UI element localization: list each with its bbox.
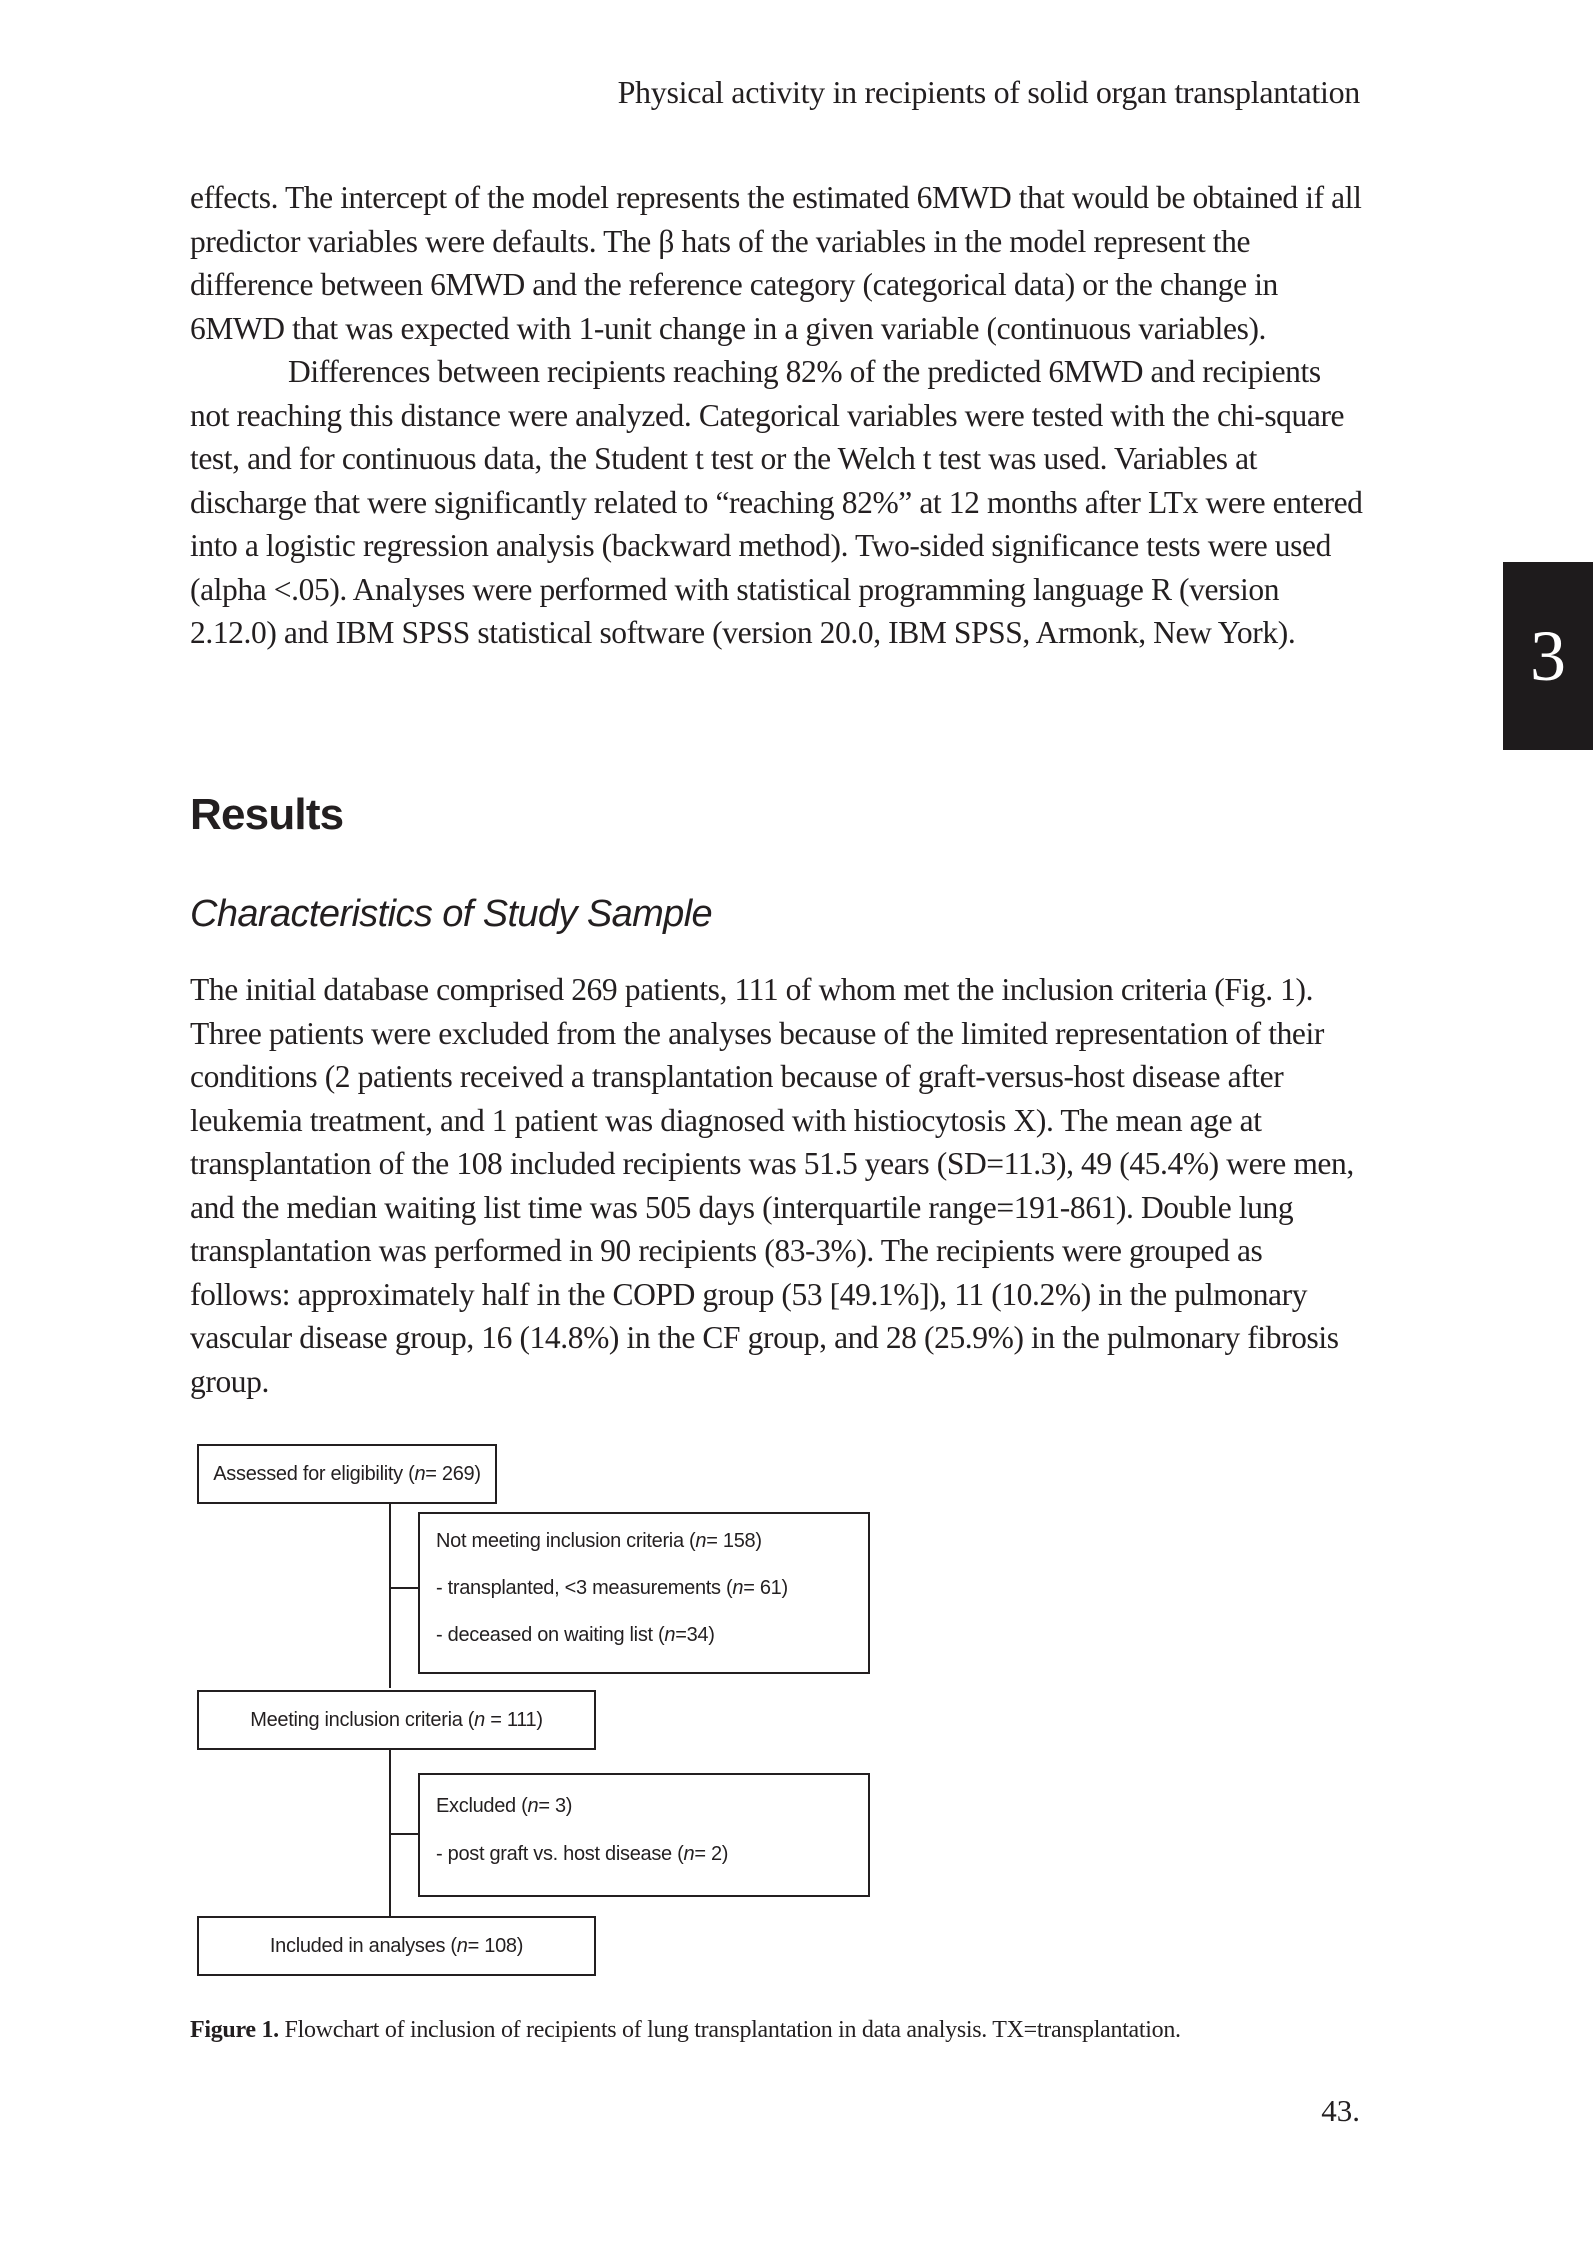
results-text [190,968,1365,1403]
results-paragraph: The initial database comprised 269 patients, 111 of whom met the inclusion criteria (Fig. 1). Three patients were excluded from the analyses because of the limited representation of their conditions (2 patients received a transplantation because of graft-versus-host disease after leukemia treatment, and 1 patient was diagnosed with histiocytosis X). The mean age at transplantation of the 108 included recipients was 51.5 years (SD=11.3), 49 (45.4%) were men, and the median waiting list time was 505 days (interquartile range=191-861). Double lung transplantation was performed in 90 recipients (83-3%). The recipients were grouped as follows: approximately half in the COPD group (53 [49.1%]), 11 (10.2%) in the pulmonary vascular disease group, 16 (14.8%) in the CF group, and 28 (25.9%) in the pulmonary fibrosis group. [190,972,1354,1399]
subsection-heading: Characteristics of Study Sample [190,893,713,935]
section-heading-results: Results [190,790,344,839]
chapter-number: 3 [1530,615,1566,696]
running-head: Physical activity in recipients of solid organ transplantation [617,74,1360,110]
box-included [197,1916,596,1976]
figure-caption-text: Flowchart of inclusion of recipients of lung transplantation in data analysis. TX=transplantation. [278,2017,1181,2043]
page-number: 43. [1321,2093,1360,2128]
methods-paragraph-1: effects. The intercept of the model represents the estimated 6MWD that would be obtained if all predictor variables were defaults. The β hats of the variables in the model represent the difference between 6MWD and the reference category (categorical data) or the change in 6MWD that was expected with 1-unit change in a given variable (continuous variables). [190,180,1362,346]
box-assessed-label: Assessed for eligibility (n= 269) [213,1462,481,1485]
box-assessed [197,1444,497,1504]
excluded-title: Excluded (n= 3) [436,1795,573,1817]
box-included-label: Included in analyses (n= 108) [269,1934,524,1957]
connector-horizontal-2 [389,1833,418,1835]
box-meeting-label: Meeting inclusion criteria (n = 111) [250,1708,543,1731]
figure-label: Figure 1. [190,2017,279,2043]
box-not-meeting [418,1512,870,1674]
methods-paragraph-2: Differences between recipients reaching 82% of the predicted 6MWD and recipients not reaching this distance were analyzed. Categorical variables were tested with the chi-square test, and for continuous data, the Student t test or the Welch t test was used. Variables at discharge that were significantly related to “reaching 82%” at 12 months after LTx were entered into a logistic regression analysis (backward method). Two-sided significance tests were used (alpha <.05). Analyses were performed with statistical programming language R (version 2.12.0) and IBM SPSS statistical software (version 20.0, IBM SPSS, Armonk, New York). [190,354,1363,650]
box-meeting [197,1690,596,1750]
connector-vertical-1 [389,1502,391,1688]
methods-text [190,176,1365,655]
excluded-reason-1: - post graft vs. host disease (n= 2) [436,1843,729,1865]
box-excluded [418,1773,870,1897]
not-meeting-reason-2: - deceased on waiting list (n=34) [436,1624,715,1646]
figure-caption [190,2017,1181,2044]
chapter-tab [1503,562,1593,750]
not-meeting-title: Not meeting inclusion criteria (n= 158) [436,1530,762,1552]
connector-horizontal-1 [389,1587,418,1589]
not-meeting-reason-1: - transplanted, <3 measurements (n= 61) [436,1577,788,1599]
